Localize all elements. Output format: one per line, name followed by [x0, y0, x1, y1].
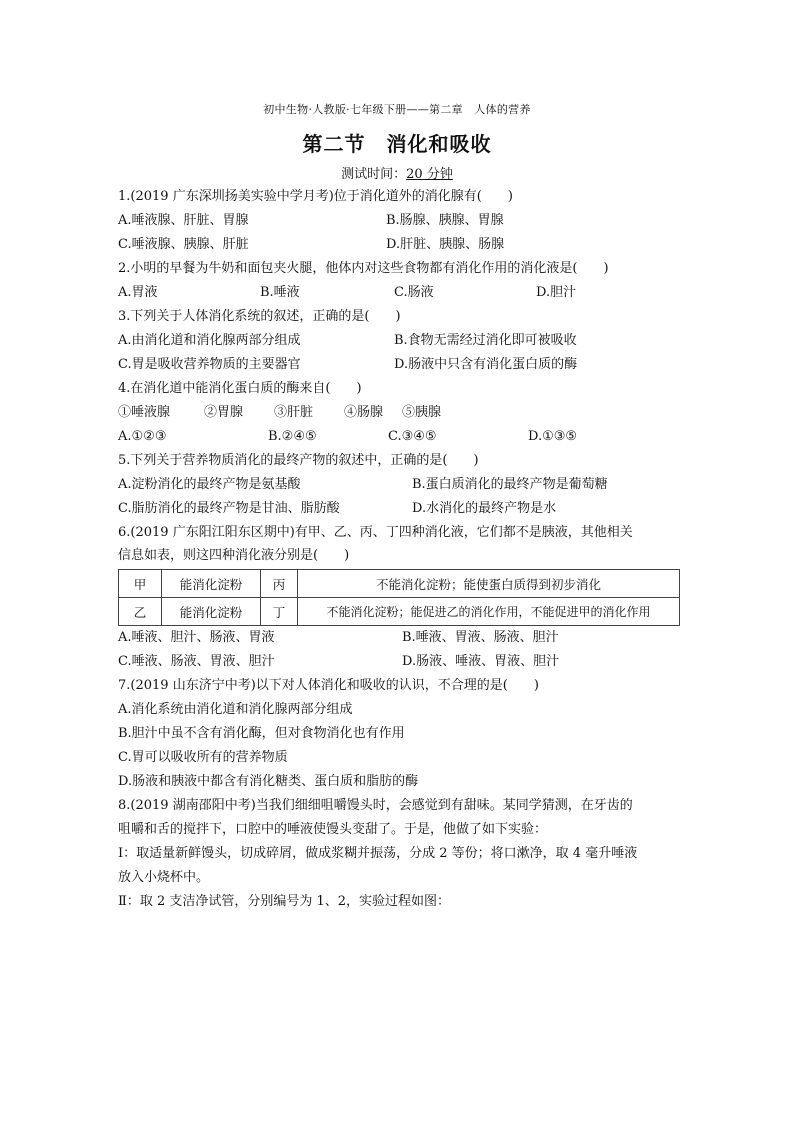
table-cell: 不能消化淀粉；能使蛋白质得到初步消化 [298, 570, 680, 598]
q4-option-d: D.①③⑤ [528, 429, 578, 444]
q2-option-b: B.唾液 [260, 285, 300, 300]
q2-stem: 2.小明的早餐为牛奶和面包夹火腿，他体内对这些食物都有消化作用的消化液是( ) [118, 261, 609, 276]
q7-option-a: A.消化系统由消化道和消化腺两部分组成 [118, 702, 353, 717]
q4-option-b: B.②④⑤ [268, 429, 317, 444]
q1-option-c: C.唾液腺、胰腺、肝脏 [118, 237, 249, 252]
q1-option-d: D.肝脏、胰腺、肠腺 [386, 237, 505, 252]
q4-option-a: A.①②③ [118, 429, 167, 444]
table-row [119, 570, 680, 598]
test-time-value: 20 分钟 [406, 167, 453, 182]
test-time [0, 163, 794, 182]
q3-option-c: C.胃是吸收营养物质的主要器官 [118, 357, 301, 372]
table-cell: 不能消化淀粉；能促进乙的消化作用，不能促进甲的消化作用 [298, 598, 680, 626]
table-cell: 乙 [119, 598, 162, 626]
q8-step1-line2: 放入小烧杯中。 [118, 870, 210, 885]
test-time-label: 测试时间： [341, 167, 407, 182]
q7-option-b: B.胆汁中虽不含有消化酶，但对食物消化也有作用 [118, 726, 405, 741]
q3-option-d: D.肠液中只含有消化蛋白质的酶 [394, 357, 578, 372]
q5-option-d: D.水消化的最终产物是水 [412, 501, 557, 516]
table-row [119, 598, 680, 626]
q4-option-c: C.③④⑤ [388, 429, 437, 444]
q6-stem-line1: 6.(2019 广东阳江阳东区期中)有甲、乙、丙、丁四种消化液，它们都不是胰液，其他相关 [118, 525, 633, 540]
q7-stem: 7.(2019 山东济宁中考)以下对人体消化和吸收的认识，不合理的是( ) [118, 678, 539, 693]
q4-item-1: ①唾液腺 [118, 405, 171, 420]
q6-option-a: A.唾液、胆汁、肠液、胃液 [118, 630, 275, 645]
q6-option-d: D.肠液、唾液、胃液、胆汁 [402, 654, 560, 669]
q6-option-c: C.唾液、肠液、胃液、胆汁 [118, 654, 275, 669]
table-cell: 甲 [119, 570, 162, 598]
running-header: 初中生物·人教版·七年级下册——第二章 人体的营养 [263, 103, 531, 116]
q4-item-4: ④肠腺 [344, 405, 384, 420]
q5-stem: 5.下列关于营养物质消化的最终产物的叙述中，正确的是( ) [118, 453, 479, 468]
q8-step2: Ⅱ：取 2 支洁净试管，分别编号为 1、2，实验过程如图： [118, 894, 451, 909]
q4-item-2: ②胃腺 [204, 405, 244, 420]
q5-option-b: B.蛋白质消化的最终产物是葡萄糖 [412, 477, 608, 492]
q6-stem-line2: 信息如表，则这四种消化液分别是( ) [118, 548, 350, 563]
q1-stem: 1.(2019 广东深圳扬美实验中学月考)位于消化道外的消化腺有( ) [118, 189, 513, 204]
table-cell: 能消化淀粉 [162, 570, 261, 598]
q2-option-c: C.肠液 [394, 285, 434, 300]
q7-option-c: C.胃可以吸收所有的营养物质 [118, 750, 288, 765]
q3-stem: 3.下列关于人体消化系统的叙述，正确的是( ) [118, 309, 401, 324]
q8-stem-line1: 8.(2019 湖南邵阳中考)当我们细细咀嚼馒头时，会感觉到有甜味。某同学猜测，在牙齿的 [118, 798, 633, 813]
q7-option-d: D.肠液和胰液中都含有消化糖类、蛋白质和脂肪的酶 [118, 774, 419, 789]
q3-option-a: A.由消化道和消化腺两部分组成 [118, 333, 301, 348]
q3-option-b: B.食物无需经过消化即可被吸收 [394, 333, 577, 348]
q8-step1-line1: Ⅰ：取适量新鲜馒头，切成碎屑，做成浆糊并振荡，分成 2 等份；将口漱净，取 4 毫升唾液 [118, 846, 638, 861]
section-title: 第二节 消化和吸收 [302, 132, 492, 156]
q2-option-a: A.胃液 [118, 285, 158, 300]
q6-info-table [118, 569, 680, 626]
table-cell: 丙 [261, 570, 298, 598]
table-cell: 能消化淀粉 [162, 598, 261, 626]
q4-item-3: ③肝脏 [274, 405, 314, 420]
table-cell: 丁 [261, 598, 298, 626]
q4-stem: 4.在消化道中能消化蛋白质的酶来自( ) [118, 381, 362, 396]
q4-item-5: ⑤胰腺 [402, 405, 442, 420]
q1-option-a: A.唾液腺、肝脏、胃腺 [118, 213, 249, 228]
q2-option-d: D.胆汁 [536, 285, 577, 300]
q5-option-a: A.淀粉消化的最终产物是氨基酸 [118, 477, 301, 492]
q8-stem-line2: 咀嚼和舌的搅拌下，口腔中的唾液使馒头变甜了。于是，他做了如下实验： [118, 822, 548, 837]
q5-option-c: C.脂肪消化的最终产物是甘油、脂肪酸 [118, 501, 340, 516]
q1-option-b: B.肠腺、胰腺、胃腺 [386, 213, 504, 228]
q6-option-b: B.唾液、胃液、肠液、胆汁 [402, 630, 559, 645]
